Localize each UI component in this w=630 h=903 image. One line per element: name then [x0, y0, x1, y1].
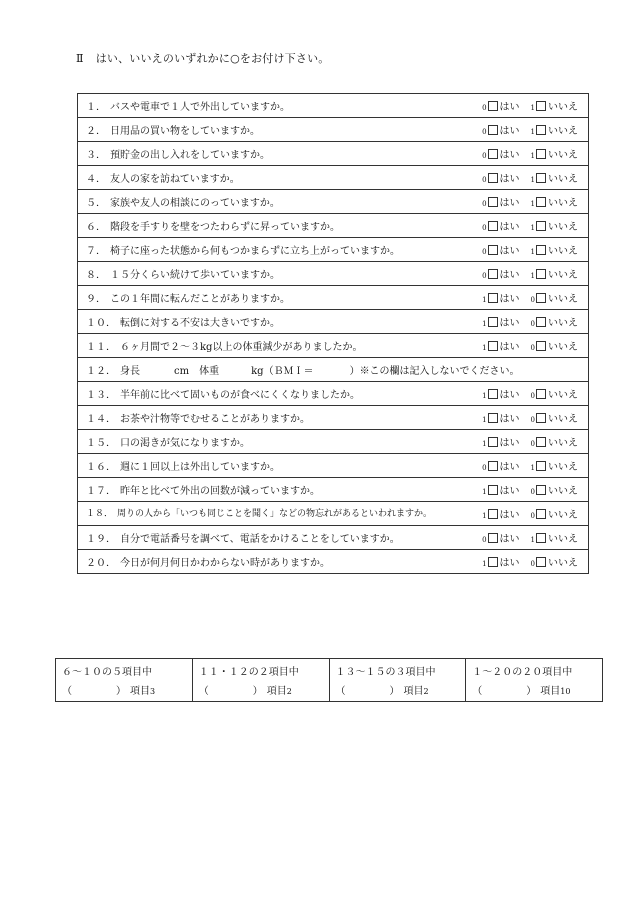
answer-options	[482, 314, 588, 329]
question-cell	[78, 406, 589, 430]
question-cell	[78, 190, 589, 214]
question-text: バスや電車で１人で外出していますか。	[110, 102, 290, 113]
question-row	[78, 286, 589, 310]
summary-title: ６～１０の５項目中	[62, 667, 152, 678]
height-unit: cm	[174, 366, 190, 377]
no-score: 0	[530, 392, 535, 400]
summary-title: １３～１５の３項目中	[335, 667, 436, 678]
weight-label: 体重	[199, 366, 220, 377]
no-label: いいえ	[548, 294, 578, 305]
no-checkbox[interactable]	[536, 509, 546, 519]
question-row	[78, 214, 589, 238]
question-number: １９．	[86, 534, 116, 545]
question-number: １２．	[86, 366, 116, 377]
yes-score: 1	[482, 320, 487, 328]
yes-score: 1	[482, 416, 487, 424]
question-row	[78, 382, 589, 406]
question-text: 家族や友人の相談にのっていますか。	[110, 198, 280, 209]
summary-cell	[56, 659, 193, 702]
question-number: １０．	[86, 318, 116, 329]
summary-paren-open: （	[472, 686, 483, 697]
no-score: 0	[530, 440, 535, 448]
question-cell	[78, 286, 589, 310]
question-number: １１．	[86, 342, 116, 353]
question-text: 昨年と比べて外出の回数が減っていますか。	[120, 486, 320, 497]
no-checkbox[interactable]	[536, 557, 546, 567]
no-score: 0	[530, 344, 535, 352]
no-score: 1	[530, 104, 535, 112]
question-cell	[78, 118, 589, 142]
question-number: １８．	[86, 509, 114, 519]
no-score: 0	[530, 320, 535, 328]
yes-checkbox[interactable]	[488, 125, 498, 135]
summary-cell	[192, 659, 329, 702]
question-row	[78, 238, 589, 262]
question-number: ６．	[86, 222, 106, 233]
questionnaire-table	[77, 93, 589, 574]
answer-options	[482, 122, 588, 137]
weight-unit: kg	[251, 366, 264, 377]
yes-checkbox[interactable]	[488, 269, 498, 279]
yes-checkbox[interactable]	[488, 173, 498, 183]
question-cell	[78, 382, 589, 406]
yes-score: 0	[482, 176, 487, 184]
summary-label: 項目	[540, 686, 561, 697]
height-label: 身長	[120, 366, 140, 377]
answer-options	[482, 482, 588, 497]
no-checkbox[interactable]	[536, 389, 546, 399]
no-label: いいえ	[548, 534, 578, 545]
yes-score: 0	[482, 536, 487, 544]
no-checkbox[interactable]	[536, 245, 546, 255]
question-number: ２．	[86, 126, 106, 137]
no-checkbox[interactable]	[536, 317, 546, 327]
question-text: 半年前に比べて固いものが食べにくくなりましたか。	[120, 390, 360, 401]
question-row	[78, 190, 589, 214]
yes-label: はい	[499, 102, 520, 113]
yes-score: 0	[482, 272, 487, 280]
no-checkbox[interactable]	[536, 197, 546, 207]
no-score: 1	[530, 200, 535, 208]
yes-checkbox[interactable]	[488, 221, 498, 231]
yes-score: 0	[482, 104, 487, 112]
summary-paren-close: ）	[389, 686, 400, 697]
summary-paren-close: ）	[116, 686, 126, 697]
section-numeral: Ⅱ	[76, 52, 84, 65]
question-row	[78, 430, 589, 454]
yes-label: はい	[499, 390, 520, 401]
answer-options	[482, 242, 588, 257]
no-checkbox[interactable]	[536, 293, 546, 303]
question-cell	[78, 334, 589, 358]
yes-checkbox[interactable]	[488, 437, 498, 447]
yes-score: 0	[482, 248, 487, 256]
question-number: ７．	[86, 246, 106, 257]
question-cell	[78, 214, 589, 238]
no-checkbox[interactable]	[536, 101, 546, 111]
yes-label: はい	[499, 414, 520, 425]
question-number: １．	[86, 102, 106, 113]
no-label: いいえ	[548, 342, 578, 353]
yes-label: はい	[499, 462, 520, 473]
no-checkbox[interactable]	[536, 461, 546, 471]
question-number: １６．	[86, 462, 116, 473]
no-score: 0	[530, 416, 535, 424]
no-checkbox[interactable]	[536, 485, 546, 495]
yes-checkbox[interactable]	[488, 245, 498, 255]
question-number: ８．	[86, 270, 106, 281]
no-score: 1	[530, 464, 535, 472]
question-number: １３．	[86, 390, 116, 401]
yes-score: 1	[482, 512, 487, 520]
question-text: １５分くらい続けて歩いていますか。	[110, 270, 280, 281]
question-text: 預貯金の出し入れをしていますか。	[110, 150, 270, 161]
yes-score: 1	[482, 392, 487, 400]
no-score: 1	[530, 536, 535, 544]
no-label: いいえ	[548, 126, 578, 137]
answer-options	[482, 146, 588, 161]
no-checkbox[interactable]	[536, 413, 546, 423]
yes-checkbox[interactable]	[488, 413, 498, 423]
question-text: 口の渇きが気になりますか。	[120, 438, 250, 449]
no-checkbox[interactable]	[536, 125, 546, 135]
yes-score: 1	[482, 344, 487, 352]
question-cell	[78, 550, 589, 574]
question-text: この１年間に転んだことがありますか。	[110, 294, 290, 305]
no-checkbox[interactable]	[536, 269, 546, 279]
yes-checkbox[interactable]	[488, 341, 498, 351]
question-text: 自分で電話番号を調べて、電話をかけることをしていますか。	[120, 534, 400, 545]
no-score: 0	[530, 296, 535, 304]
question-number: １７．	[86, 486, 116, 497]
question-row	[78, 94, 589, 118]
yes-label: はい	[499, 174, 520, 185]
summary-paren-open: （	[198, 686, 209, 697]
summary-label: 項目	[266, 686, 287, 697]
summary-paren-close: ）	[252, 686, 263, 697]
answer-options	[482, 170, 588, 185]
no-score: 1	[530, 224, 535, 232]
no-label: いいえ	[548, 270, 578, 281]
summary-cell	[466, 659, 603, 702]
question-cell	[78, 142, 589, 166]
summary-points: 2	[423, 687, 429, 696]
yes-label: はい	[499, 318, 520, 329]
question-text: 週に１回以上は外出していますか。	[120, 462, 280, 473]
question-row	[78, 142, 589, 166]
yes-score: 1	[482, 560, 487, 568]
no-label: いいえ	[548, 486, 578, 497]
no-score: 1	[530, 272, 535, 280]
question-text: お茶や汁物等でむせることがありますか。	[120, 414, 310, 425]
yes-label: はい	[499, 342, 520, 353]
question-cell	[78, 166, 589, 190]
question-cell	[78, 94, 589, 118]
question-cell	[78, 478, 589, 502]
yes-label: はい	[499, 150, 520, 161]
no-checkbox[interactable]	[536, 437, 546, 447]
question-row	[78, 262, 589, 286]
question-row	[78, 454, 589, 478]
yes-score: 0	[482, 200, 487, 208]
no-checkbox[interactable]	[536, 173, 546, 183]
no-score: 1	[530, 176, 535, 184]
yes-checkbox[interactable]	[488, 101, 498, 111]
question-row	[78, 502, 589, 526]
yes-label: はい	[499, 270, 520, 281]
question-row	[78, 526, 589, 550]
question-row-bmi	[78, 358, 589, 382]
bmi-note: ※この欄は記入しないでください。	[359, 366, 520, 377]
question-cell	[78, 454, 589, 478]
yes-checkbox[interactable]	[488, 485, 498, 495]
no-label: いいえ	[548, 246, 578, 257]
no-score: 1	[530, 152, 535, 160]
yes-score: 1	[482, 488, 487, 496]
question-row	[78, 550, 589, 574]
yes-label: はい	[499, 534, 520, 545]
yes-label: はい	[499, 222, 520, 233]
yes-score: 0	[482, 128, 487, 136]
yes-label: はい	[499, 510, 520, 521]
no-label: いいえ	[548, 462, 578, 473]
question-row	[78, 166, 589, 190]
question-number: １５．	[86, 438, 116, 449]
no-score: 0	[530, 512, 535, 520]
question-number: ３．	[86, 150, 106, 161]
question-text: 椅子に座った状態から何もつかまらずに立ち上がっていますか。	[110, 246, 400, 257]
summary-points: 2	[286, 687, 292, 696]
no-label: いいえ	[548, 414, 578, 425]
question-text: 階段を手すりを壁をつたわらずに昇っていますか。	[110, 222, 340, 233]
summary-points: 10	[560, 687, 571, 696]
yes-score: 0	[482, 464, 487, 472]
yes-label: はい	[499, 126, 520, 137]
bmi-open: （ＢＭＩ＝	[263, 366, 314, 377]
question-cell	[78, 430, 589, 454]
summary-label: 項目	[403, 686, 424, 697]
yes-score: 0	[482, 224, 487, 232]
yes-checkbox[interactable]	[488, 293, 498, 303]
yes-label: はい	[499, 486, 520, 497]
question-row	[78, 310, 589, 334]
no-label: いいえ	[548, 510, 578, 521]
no-label: いいえ	[548, 318, 578, 329]
question-number: ５．	[86, 198, 106, 209]
answer-options	[482, 98, 588, 113]
question-row	[78, 406, 589, 430]
no-score: 0	[530, 560, 535, 568]
yes-checkbox[interactable]	[488, 557, 498, 567]
summary-title: １１・１２の２項目中	[198, 667, 299, 678]
summary-table	[55, 658, 603, 702]
question-cell	[78, 502, 589, 526]
bmi-close: ）	[349, 366, 360, 377]
question-number: ２０．	[86, 558, 116, 569]
summary-paren-open: （	[62, 686, 72, 697]
yes-label: はい	[499, 558, 520, 569]
no-score: 0	[530, 488, 535, 496]
answer-options	[482, 530, 588, 545]
yes-label: はい	[499, 198, 520, 209]
question-number: ９．	[86, 294, 106, 305]
no-checkbox[interactable]	[536, 149, 546, 159]
question-text: ６ヶ月間で２～３kg以上の体重減少がありましたか。	[120, 342, 363, 353]
question-cell	[78, 262, 589, 286]
answer-options	[482, 338, 588, 353]
yes-checkbox[interactable]	[488, 389, 498, 399]
yes-label: はい	[499, 294, 520, 305]
question-cell	[78, 526, 589, 550]
yes-checkbox[interactable]	[488, 197, 498, 207]
summary-paren-open: （	[335, 686, 346, 697]
yes-label: はい	[499, 246, 520, 257]
question-row	[78, 118, 589, 142]
answer-options	[482, 266, 588, 281]
question-text: 友人の家を訪ねていますか。	[110, 174, 240, 185]
answer-options	[482, 386, 588, 401]
summary-title: １～２０の２０項目中	[472, 667, 573, 678]
answer-options	[482, 218, 588, 233]
question-text: 日用品の買い物をしていますか。	[110, 126, 260, 137]
summary-cell	[329, 659, 466, 702]
yes-checkbox[interactable]	[488, 317, 498, 327]
question-cell	[78, 310, 589, 334]
question-text: 今日が何月何日かわからない時がありますか。	[120, 558, 330, 569]
yes-checkbox[interactable]	[488, 461, 498, 471]
question-cell	[78, 358, 589, 382]
yes-label: はい	[499, 438, 520, 449]
answer-options	[482, 506, 588, 521]
no-label: いいえ	[548, 198, 578, 209]
no-label: いいえ	[548, 102, 578, 113]
yes-score: 1	[482, 296, 487, 304]
no-label: いいえ	[548, 438, 578, 449]
answer-options	[482, 290, 588, 305]
yes-checkbox[interactable]	[488, 149, 498, 159]
no-score: 1	[530, 128, 535, 136]
no-label: いいえ	[548, 174, 578, 185]
no-label: いいえ	[548, 390, 578, 401]
answer-options	[482, 410, 588, 425]
no-checkbox[interactable]	[536, 533, 546, 543]
question-cell	[78, 238, 589, 262]
section-instruction: はい、いいえのいずれかに○をお付け下さい。	[95, 52, 330, 65]
summary-label: 項目	[130, 686, 150, 697]
answer-options	[482, 458, 588, 473]
summary-paren-close: ）	[526, 686, 537, 697]
summary-points: 3	[150, 687, 156, 696]
section-heading	[76, 50, 329, 66]
yes-checkbox[interactable]	[488, 533, 498, 543]
no-checkbox[interactable]	[536, 341, 546, 351]
no-checkbox[interactable]	[536, 221, 546, 231]
question-text: 転倒に対する不安は大きいですか。	[120, 318, 280, 329]
question-row	[78, 334, 589, 358]
yes-checkbox[interactable]	[488, 509, 498, 519]
answer-options	[482, 434, 588, 449]
yes-score: 0	[482, 152, 487, 160]
answer-options	[482, 194, 588, 209]
no-label: いいえ	[548, 222, 578, 233]
no-label: いいえ	[548, 150, 578, 161]
question-number: １４．	[86, 414, 116, 425]
yes-score: 1	[482, 440, 487, 448]
no-label: いいえ	[548, 558, 578, 569]
no-score: 1	[530, 248, 535, 256]
question-text: 周りの人から「いつも同じことを聞く」などの物忘れがあるといわれますか。	[117, 509, 433, 519]
question-row	[78, 478, 589, 502]
question-number: ４．	[86, 174, 106, 185]
answer-options	[482, 554, 588, 569]
